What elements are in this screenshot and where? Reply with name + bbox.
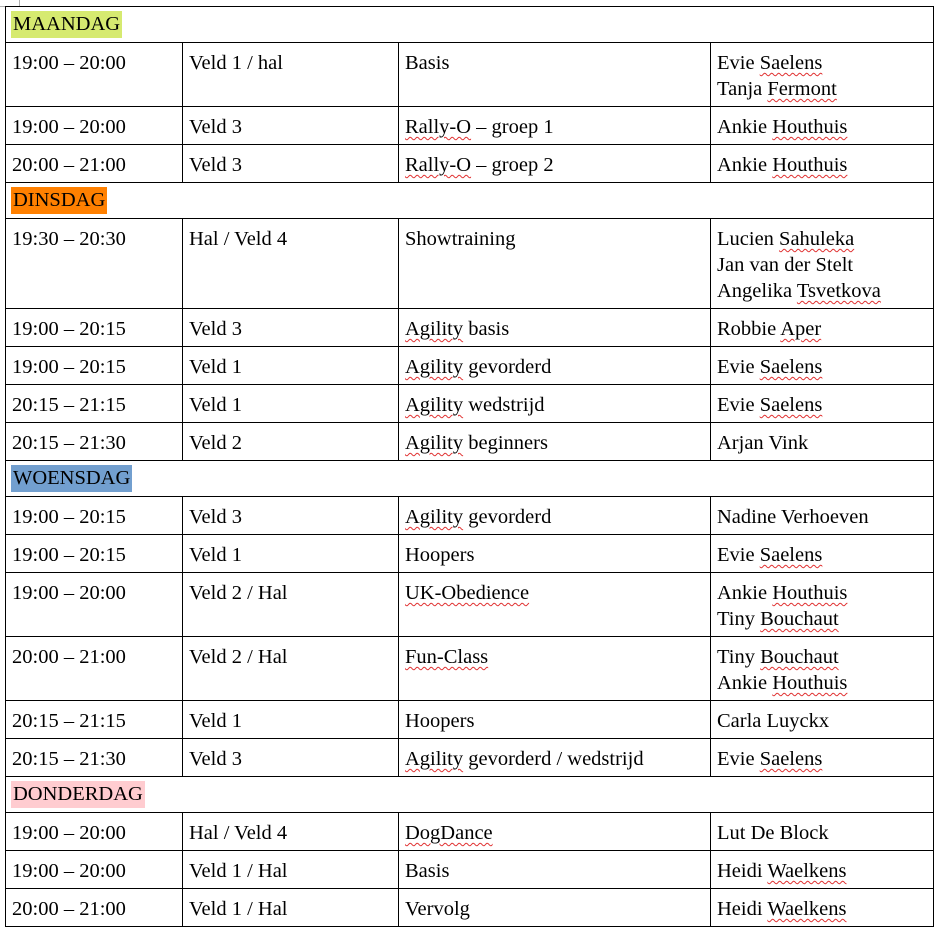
activity-cell: [399, 573, 711, 637]
time-cell: [6, 889, 183, 927]
instructor-cell: [711, 889, 934, 927]
instructor-cell: [711, 573, 934, 637]
time-text: 20:00 – 21:00: [12, 154, 126, 176]
location-cell: [183, 889, 399, 927]
instructor-name: Nadine Verhoeven: [717, 506, 869, 528]
instructor-name: Ankie Houthuis: [717, 116, 848, 138]
location-cell: [183, 43, 399, 107]
location-cell: [183, 701, 399, 739]
location-text: Veld 1: [189, 544, 242, 566]
time-cell: [6, 573, 183, 637]
activity-text: Agility gevorderd: [405, 506, 552, 528]
time-cell: [6, 309, 183, 347]
instructor-cell: [711, 145, 934, 183]
day-header-cell: [6, 183, 934, 219]
instructor-name: Angelika Tsvetkova: [717, 280, 881, 302]
time-cell: [6, 851, 183, 889]
instructor-name: Heidi Waelkens: [717, 860, 847, 882]
activity-cell: [399, 145, 711, 183]
activity-cell: [399, 385, 711, 423]
instructor-cell: [711, 347, 934, 385]
time-cell: [6, 107, 183, 145]
activity-text: Basis: [405, 860, 450, 882]
day-header-cell: [6, 461, 934, 497]
time-text: 19:00 – 20:15: [12, 506, 126, 528]
time-text: 20:15 – 21:30: [12, 432, 126, 454]
location-cell: [183, 535, 399, 573]
instructor-name: Tiny Bouchaut: [717, 646, 839, 668]
time-text: 19:00 – 20:15: [12, 356, 126, 378]
time-text: 19:00 – 20:00: [12, 582, 126, 604]
location-cell: [183, 851, 399, 889]
location-text: Veld 3: [189, 116, 242, 138]
instructor-name: Evie Saelens: [717, 394, 823, 416]
time-text: 19:00 – 20:15: [12, 544, 126, 566]
instructor-cell: [711, 219, 934, 309]
location-text: Veld 3: [189, 748, 242, 770]
activity-text: UK-Obedience: [405, 582, 530, 604]
instructor-cell: [711, 309, 934, 347]
day-label: MAANDAG: [11, 11, 122, 38]
instructor-name: Evie Saelens: [717, 356, 823, 378]
activity-text: Fun-Class: [405, 646, 489, 668]
location-cell: [183, 385, 399, 423]
activity-text: Hoopers: [405, 544, 475, 566]
instructor-name: Jan van der Stelt: [717, 254, 854, 276]
activity-text: Vervolg: [405, 898, 470, 920]
schedule-row: [6, 497, 934, 535]
time-text: 19:00 – 20:00: [12, 52, 126, 74]
instructor-cell: [711, 813, 934, 851]
location-text: Veld 1 / Hal: [189, 860, 288, 882]
time-cell: [6, 423, 183, 461]
schedule-row: [6, 309, 934, 347]
time-cell: [6, 739, 183, 777]
instructor-name: Lucien Sahuleka: [717, 228, 855, 250]
activity-text: Agility gevorderd / wedstrijd: [405, 748, 644, 770]
time-text: 20:00 – 21:00: [12, 898, 126, 920]
time-text: 19:00 – 20:00: [12, 822, 126, 844]
activity-cell: [399, 347, 711, 385]
schedule-row: [6, 813, 934, 851]
activity-cell: [399, 43, 711, 107]
time-cell: [6, 219, 183, 309]
activity-cell: [399, 309, 711, 347]
instructor-cell: [711, 701, 934, 739]
activity-text: Agility wedstrijd: [405, 394, 545, 416]
time-cell: [6, 385, 183, 423]
activity-text: Agility beginners: [405, 432, 548, 454]
activity-text: Rally-O – groep 1: [405, 116, 554, 138]
location-cell: [183, 497, 399, 535]
location-text: Hal / Veld 4: [189, 822, 288, 844]
day-header-row: [6, 461, 934, 497]
instructor-cell: [711, 423, 934, 461]
day-header-row: [6, 777, 934, 813]
instructor-name: Robbie Aper: [717, 318, 822, 340]
time-cell: [6, 347, 183, 385]
location-text: Veld 1 / Hal: [189, 898, 288, 920]
time-text: 20:00 – 21:00: [12, 646, 126, 668]
instructor-name: Carla Luyckx: [717, 710, 830, 732]
time-text: 19:00 – 20:00: [12, 860, 126, 882]
activity-text: Basis: [405, 52, 450, 74]
activity-cell: [399, 219, 711, 309]
schedule-row: [6, 219, 934, 309]
time-text: 20:15 – 21:15: [12, 394, 126, 416]
instructor-cell: [711, 637, 934, 701]
location-text: Veld 3: [189, 506, 242, 528]
location-text: Veld 1 / hal: [189, 52, 283, 74]
time-text: 19:00 – 20:00: [12, 116, 126, 138]
instructor-name: Ankie Houthuis: [717, 154, 848, 176]
activity-cell: [399, 813, 711, 851]
activity-text: Agility gevorderd: [405, 356, 552, 378]
location-cell: [183, 107, 399, 145]
activity-cell: [399, 851, 711, 889]
location-cell: [183, 219, 399, 309]
instructor-cell: [711, 385, 934, 423]
instructor-cell: [711, 851, 934, 889]
activity-text: Showtraining: [405, 228, 516, 250]
instructor-cell: [711, 497, 934, 535]
day-header-row: [6, 7, 934, 43]
location-text: Hal / Veld 4: [189, 228, 288, 250]
instructor-name: Evie Saelens: [717, 52, 823, 74]
instructor-cell: [711, 43, 934, 107]
time-text: 19:30 – 20:30: [12, 228, 126, 250]
time-cell: [6, 535, 183, 573]
time-cell: [6, 145, 183, 183]
schedule-row: [6, 535, 934, 573]
time-cell: [6, 43, 183, 107]
location-cell: [183, 145, 399, 183]
location-cell: [183, 637, 399, 701]
activity-cell: [399, 889, 711, 927]
day-label: DONDERDAG: [11, 781, 145, 808]
time-text: 20:15 – 21:15: [12, 710, 126, 732]
instructor-cell: [711, 739, 934, 777]
location-text: Veld 2: [189, 432, 242, 454]
instructor-name: Evie Saelens: [717, 748, 823, 770]
schedule-row: [6, 701, 934, 739]
instructor-name: Ankie Houthuis: [717, 582, 848, 604]
schedule-body: [6, 7, 934, 927]
schedule-row: [6, 637, 934, 701]
time-cell: [6, 701, 183, 739]
day-header-cell: [6, 7, 934, 43]
location-cell: [183, 347, 399, 385]
time-cell: [6, 813, 183, 851]
activity-text: Rally-O – groep 2: [405, 154, 554, 176]
activity-cell: [399, 535, 711, 573]
location-text: Veld 1: [189, 394, 242, 416]
time-cell: [6, 637, 183, 701]
schedule-row: [6, 107, 934, 145]
training-schedule-table: [5, 6, 934, 927]
activity-cell: [399, 497, 711, 535]
schedule-row: [6, 573, 934, 637]
location-cell: [183, 309, 399, 347]
instructor-name: Tiny Bouchaut: [717, 608, 839, 630]
schedule-row: [6, 385, 934, 423]
schedule-row: [6, 851, 934, 889]
instructor-name: Ankie Houthuis: [717, 672, 848, 694]
day-label: DINSDAG: [11, 187, 107, 214]
schedule-row: [6, 43, 934, 107]
activity-text: Hoopers: [405, 710, 475, 732]
instructor-name: Arjan Vink: [717, 432, 809, 454]
location-text: Veld 1: [189, 356, 242, 378]
instructor-name: Heidi Waelkens: [717, 898, 847, 920]
activity-cell: [399, 637, 711, 701]
day-header-cell: [6, 777, 934, 813]
activity-cell: [399, 423, 711, 461]
activity-cell: [399, 701, 711, 739]
location-text: Veld 2 / Hal: [189, 582, 288, 604]
schedule-row: [6, 145, 934, 183]
activity-cell: [399, 739, 711, 777]
location-cell: [183, 813, 399, 851]
time-text: 19:00 – 20:15: [12, 318, 126, 340]
location-text: Veld 3: [189, 154, 242, 176]
activity-text: Agility basis: [405, 318, 510, 340]
instructor-name: Evie Saelens: [717, 544, 823, 566]
day-header-row: [6, 183, 934, 219]
location-cell: [183, 423, 399, 461]
schedule-row: [6, 347, 934, 385]
time-cell: [6, 497, 183, 535]
location-text: Veld 2 / Hal: [189, 646, 288, 668]
instructor-cell: [711, 107, 934, 145]
location-text: Veld 1: [189, 710, 242, 732]
instructor-cell: [711, 535, 934, 573]
location-cell: [183, 573, 399, 637]
schedule-row: [6, 889, 934, 927]
activity-cell: [399, 107, 711, 145]
location-text: Veld 3: [189, 318, 242, 340]
location-cell: [183, 739, 399, 777]
schedule-row: [6, 739, 934, 777]
day-label: WOENSDAG: [11, 465, 132, 492]
activity-text: DogDance: [405, 822, 493, 844]
schedule-row: [6, 423, 934, 461]
time-text: 20:15 – 21:30: [12, 748, 126, 770]
instructor-name: Lut De Block: [717, 822, 829, 844]
instructor-name: Tanja Fermont: [717, 78, 837, 100]
